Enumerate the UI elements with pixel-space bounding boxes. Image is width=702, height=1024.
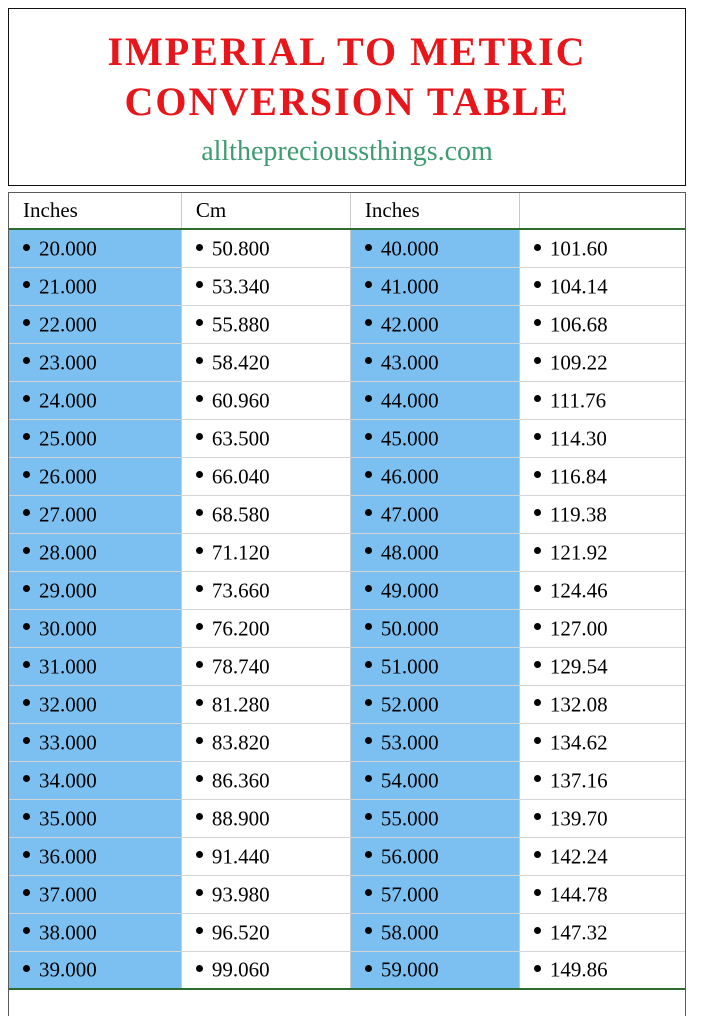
cell-value: 81.280 (211, 692, 270, 717)
table-cell (181, 723, 350, 761)
table-cell (350, 951, 519, 989)
column-header-inches-2: Inches (350, 193, 519, 229)
table-cell (9, 495, 181, 533)
bullet-icon (196, 471, 203, 478)
table-cell (519, 837, 685, 875)
cell-value: 96.520 (211, 920, 270, 945)
table-cell (181, 837, 350, 875)
table-cell (350, 533, 519, 571)
header-banner (8, 8, 686, 186)
table-row (9, 229, 685, 267)
bullet-icon (365, 737, 372, 744)
bullet-icon (365, 927, 372, 934)
cell-value: 139.70 (549, 806, 608, 831)
bullet-icon (365, 471, 372, 478)
table-cell (181, 761, 350, 799)
table-row (9, 875, 685, 913)
table-cell (181, 229, 350, 267)
bullet-icon (534, 471, 541, 478)
bullet-icon (534, 509, 541, 516)
table-cell (9, 685, 181, 723)
bullet-icon (365, 357, 372, 364)
table-row (9, 761, 685, 799)
table-cell (350, 875, 519, 913)
bullet-icon (534, 433, 541, 440)
bullet-icon (23, 357, 30, 364)
table-cell (181, 533, 350, 571)
cell-value: 27.000 (39, 502, 97, 527)
cell-value: 36.000 (39, 844, 97, 869)
bullet-icon (23, 699, 30, 706)
bullet-icon (365, 395, 372, 402)
bullet-icon (196, 395, 203, 402)
cell-value: 24.000 (39, 388, 97, 413)
table-cell (350, 685, 519, 723)
table-row (9, 419, 685, 457)
table-cell (9, 533, 181, 571)
bullet-icon (365, 965, 372, 972)
page-title-line-1: IMPERIAL TO METRIC (107, 29, 587, 74)
cell-value: 147.32 (549, 920, 608, 945)
table-cell (519, 343, 685, 381)
cell-value: 57.000 (380, 882, 439, 907)
cell-value: 142.24 (549, 844, 608, 869)
table-cell (519, 495, 685, 533)
bullet-icon (196, 357, 203, 364)
cell-value: 78.740 (211, 654, 270, 679)
cell-value: 22.000 (39, 312, 97, 337)
table-row (9, 647, 685, 685)
cell-value: 52.000 (380, 692, 439, 717)
table-cell (181, 343, 350, 381)
site-watermark: alltheprecioussthings.com (201, 136, 493, 167)
bullet-icon (534, 244, 541, 251)
bullet-icon (23, 509, 30, 516)
cell-value: 66.040 (211, 464, 270, 489)
table-cell (9, 229, 181, 267)
table-cell (519, 457, 685, 495)
bullet-icon (365, 813, 372, 820)
cell-value: 21.000 (39, 274, 97, 299)
bullet-icon (534, 547, 541, 554)
table-cell (350, 837, 519, 875)
cell-value: 48.000 (380, 540, 439, 565)
cell-value: 101.60 (549, 236, 608, 261)
bullet-icon (23, 813, 30, 820)
table-row (9, 495, 685, 533)
table-cell (9, 267, 181, 305)
table-cell (350, 723, 519, 761)
bullet-icon (23, 927, 30, 934)
bullet-icon (534, 851, 541, 858)
table-cell (519, 571, 685, 609)
table-cell (350, 761, 519, 799)
bullet-icon (534, 889, 541, 896)
bullet-icon (23, 775, 30, 782)
table-cell (9, 799, 181, 837)
table-cell (9, 419, 181, 457)
cell-value: 34.000 (39, 768, 97, 793)
cell-value: 39.000 (39, 958, 97, 983)
table-cell (350, 419, 519, 457)
cell-value: 51.000 (380, 654, 439, 679)
bullet-icon (534, 319, 541, 326)
page-title-line-2: CONVERSION TABLE (124, 79, 570, 124)
cell-value: 47.000 (380, 502, 439, 527)
cell-value: 134.62 (549, 730, 608, 755)
cell-value: 30.000 (39, 616, 97, 641)
table-cell (519, 723, 685, 761)
cell-value: 76.200 (211, 616, 270, 641)
cell-value: 129.54 (549, 654, 608, 679)
table-cell (350, 609, 519, 647)
bullet-icon (365, 281, 372, 288)
column-header-cm-1: Cm (181, 193, 350, 229)
table-header (9, 193, 685, 229)
table-cell (181, 571, 350, 609)
cell-value: 59.000 (380, 958, 439, 983)
table-cell (350, 799, 519, 837)
table-row (9, 267, 685, 305)
bullet-icon (534, 699, 541, 706)
cell-value: 55.880 (211, 312, 270, 337)
table-cell (9, 913, 181, 951)
bullet-icon (23, 851, 30, 858)
bullet-icon (196, 927, 203, 934)
cell-value: 50.800 (211, 236, 270, 261)
table-cell (181, 951, 350, 989)
bullet-icon (196, 813, 203, 820)
cell-value: 53.000 (380, 730, 439, 755)
bullet-icon (196, 281, 203, 288)
table-row (9, 343, 685, 381)
cell-value: 137.16 (549, 768, 608, 793)
cell-value: 46.000 (380, 464, 439, 489)
cell-value: 104.14 (549, 274, 608, 299)
table-cell (9, 571, 181, 609)
table-cell (519, 305, 685, 343)
table-cell (181, 875, 350, 913)
cell-value: 42.000 (380, 312, 439, 337)
table-cell (519, 761, 685, 799)
table-row (9, 457, 685, 495)
bullet-icon (196, 661, 203, 668)
bullet-icon (365, 547, 372, 554)
table-cell (519, 913, 685, 951)
cell-value: 32.000 (39, 692, 97, 717)
cell-value: 33.000 (39, 730, 97, 755)
cell-value: 25.000 (39, 426, 97, 451)
table-cell (519, 229, 685, 267)
cell-value: 44.000 (380, 388, 439, 413)
table-cell (9, 951, 181, 989)
column-header-cm-2 (519, 193, 685, 229)
table-row (9, 381, 685, 419)
cell-value: 38.000 (39, 920, 97, 945)
column-header-inches-1: Inches (9, 193, 181, 229)
bullet-icon (534, 623, 541, 630)
bullet-icon (23, 889, 30, 896)
table-cell (519, 875, 685, 913)
cell-value: 58.000 (380, 920, 439, 945)
bullet-icon (23, 737, 30, 744)
bullet-icon (196, 737, 203, 744)
cell-value: 45.000 (380, 426, 439, 451)
cell-value: 50.000 (380, 616, 439, 641)
table-cell (350, 305, 519, 343)
cell-value: 43.000 (380, 350, 439, 375)
bullet-icon (365, 775, 372, 782)
cell-value: 109.22 (549, 350, 608, 375)
table-cell (350, 267, 519, 305)
bullet-icon (365, 433, 372, 440)
table-cell (181, 419, 350, 457)
table-cell (181, 495, 350, 533)
cell-value: 106.68 (549, 312, 608, 337)
bullet-icon (196, 319, 203, 326)
table-row (9, 609, 685, 647)
table-cell (519, 951, 685, 989)
table-cell (350, 571, 519, 609)
cell-value: 41.000 (380, 274, 439, 299)
cell-value: 111.76 (549, 388, 607, 413)
bullet-icon (23, 433, 30, 440)
table-cell (9, 305, 181, 343)
table-cell (9, 761, 181, 799)
cell-value: 63.500 (211, 426, 270, 451)
bullet-icon (534, 661, 541, 668)
table-cell (519, 647, 685, 685)
table-row (9, 305, 685, 343)
table-header-row (9, 193, 685, 229)
bullet-icon (365, 661, 372, 668)
cell-value: 28.000 (39, 540, 97, 565)
bullet-icon (196, 699, 203, 706)
cell-value: 26.000 (39, 464, 97, 489)
cell-value: 114.30 (549, 426, 607, 451)
table-cell (350, 457, 519, 495)
table-cell (350, 229, 519, 267)
table-cell (181, 685, 350, 723)
cell-value: 119.38 (549, 502, 607, 527)
table-row (9, 571, 685, 609)
table-cell (519, 685, 685, 723)
cell-value: 91.440 (211, 844, 270, 869)
table-cell (519, 609, 685, 647)
bullet-icon (23, 395, 30, 402)
table-row (9, 837, 685, 875)
bullet-icon (23, 281, 30, 288)
cell-value: 88.900 (211, 806, 270, 831)
cell-value: 55.000 (380, 806, 439, 831)
table-cell (9, 723, 181, 761)
table-cell (519, 381, 685, 419)
bullet-icon (23, 661, 30, 668)
cell-value: 71.120 (211, 540, 270, 565)
table-row (9, 685, 685, 723)
table-cell (9, 381, 181, 419)
conversion-table (9, 193, 685, 990)
cell-value: 99.060 (211, 958, 270, 983)
bullet-icon (196, 623, 203, 630)
table-cell (519, 799, 685, 837)
table-cell (350, 647, 519, 685)
table-cell (350, 381, 519, 419)
bullet-icon (23, 965, 30, 972)
cell-value: 54.000 (380, 768, 439, 793)
cell-value: 58.420 (211, 350, 270, 375)
table-cell (9, 837, 181, 875)
table-cell (181, 609, 350, 647)
bullet-icon (534, 281, 541, 288)
bullet-icon (534, 585, 541, 592)
cell-value: 23.000 (39, 350, 97, 375)
bullet-icon (365, 699, 372, 706)
cell-value: 68.580 (211, 502, 270, 527)
table-cell (9, 647, 181, 685)
cell-value: 149.86 (549, 958, 608, 983)
table-row (9, 913, 685, 951)
conversion-table-container (8, 192, 686, 1016)
table-row (9, 533, 685, 571)
cell-value: 93.980 (211, 882, 270, 907)
cell-value: 31.000 (39, 654, 97, 679)
cell-value: 60.960 (211, 388, 270, 413)
table-cell (181, 305, 350, 343)
bullet-icon (23, 585, 30, 592)
bullet-icon (196, 889, 203, 896)
bullet-icon (196, 547, 203, 554)
table-cell (519, 533, 685, 571)
bullet-icon (23, 547, 30, 554)
cell-value: 53.340 (211, 274, 270, 299)
cell-value: 56.000 (380, 844, 439, 869)
cell-value: 144.78 (549, 882, 608, 907)
table-cell (181, 267, 350, 305)
table-cell (181, 799, 350, 837)
cell-value: 121.92 (549, 540, 608, 565)
cell-value: 86.360 (211, 768, 270, 793)
cell-value: 35.000 (39, 806, 97, 831)
bullet-icon (196, 244, 203, 251)
bullet-icon (365, 623, 372, 630)
bullet-icon (196, 851, 203, 858)
table-row (9, 799, 685, 837)
cell-value: 127.00 (549, 616, 608, 641)
bullet-icon (196, 509, 203, 516)
bullet-icon (23, 319, 30, 326)
bullet-icon (23, 623, 30, 630)
bullet-icon (196, 965, 203, 972)
bullet-icon (365, 585, 372, 592)
table-cell (181, 913, 350, 951)
bullet-icon (534, 813, 541, 820)
bullet-icon (365, 509, 372, 516)
cell-value: 20.000 (39, 236, 97, 261)
table-cell (9, 609, 181, 647)
bullet-icon (534, 737, 541, 744)
table-cell (519, 419, 685, 457)
table-cell (350, 343, 519, 381)
cell-value: 29.000 (39, 578, 97, 603)
table-row (9, 723, 685, 761)
cell-value: 132.08 (549, 692, 608, 717)
table-cell (181, 647, 350, 685)
cell-value: 40.000 (380, 236, 439, 261)
cell-value: 49.000 (380, 578, 439, 603)
table-cell (181, 457, 350, 495)
cell-value: 73.660 (211, 578, 270, 603)
bullet-icon (196, 585, 203, 592)
bullet-icon (534, 357, 541, 364)
bullet-icon (365, 244, 372, 251)
table-cell (350, 495, 519, 533)
table-cell (9, 457, 181, 495)
bullet-icon (534, 965, 541, 972)
bullet-icon (23, 471, 30, 478)
cell-value: 124.46 (549, 578, 608, 603)
bullet-icon (534, 775, 541, 782)
bullet-icon (196, 433, 203, 440)
table-cell (9, 875, 181, 913)
table-cell (519, 267, 685, 305)
table-cell (181, 381, 350, 419)
cell-value: 116.84 (549, 464, 607, 489)
cell-value: 37.000 (39, 882, 97, 907)
table-body (9, 229, 685, 989)
bullet-icon (196, 775, 203, 782)
table-cell (9, 343, 181, 381)
table-cell (350, 913, 519, 951)
bullet-icon (534, 927, 541, 934)
table-row (9, 951, 685, 989)
bullet-icon (365, 319, 372, 326)
bullet-icon (23, 244, 30, 251)
cell-value: 83.820 (211, 730, 270, 755)
bullet-icon (365, 889, 372, 896)
bullet-icon (365, 851, 372, 858)
bullet-icon (534, 395, 541, 402)
